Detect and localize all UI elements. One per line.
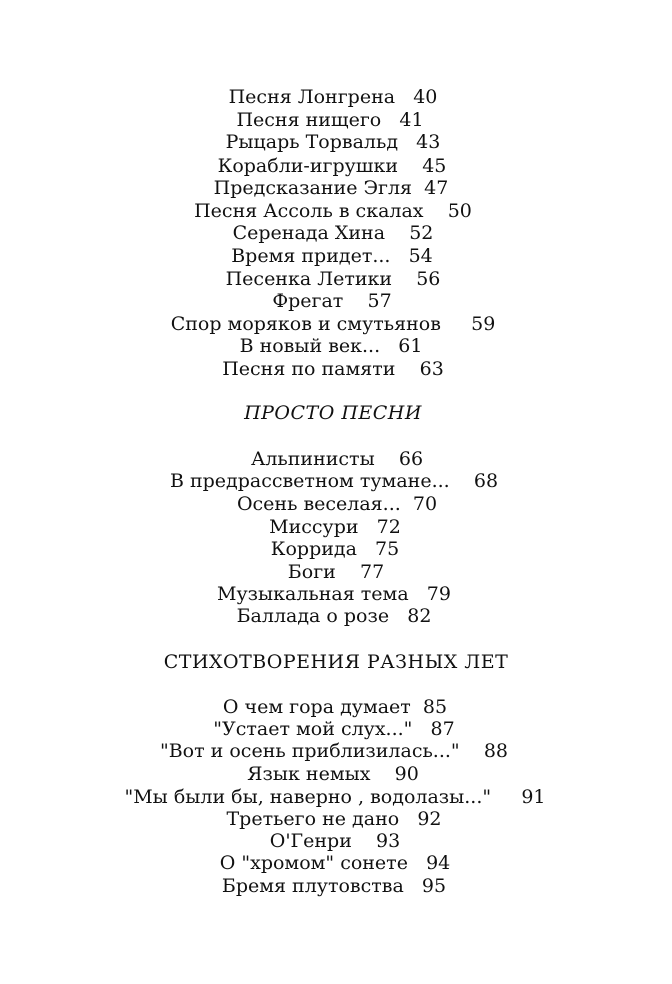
toc-entry-title: "Устает мой слух..." [213,718,413,740]
toc-entry-title: "Мы были бы, наверно , водолазы..." [124,786,492,808]
toc-entry-page: 61 [398,335,423,357]
toc-entry [213,718,454,740]
toc-entry-page: 50 [447,200,472,222]
toc-entry-page: 91 [521,786,546,808]
toc-entry-page: 40 [413,86,438,108]
toc-entry-title: О "хромом" сонете [219,852,408,874]
toc-entry-page: 41 [399,109,424,131]
toc-entry-page: 93 [376,830,401,852]
toc-entry [237,605,432,627]
toc-entry [171,313,496,335]
toc-entry-title: Рыцарь Торвальд [225,131,399,153]
toc-entry-page: 72 [376,516,401,538]
toc-entry [236,109,423,131]
toc-entry [288,561,384,583]
toc-entry [233,222,434,244]
toc-entry-page: 56 [416,268,441,290]
toc-entry-title: Третьего не дано [226,808,400,830]
toc-entry-title: Серенада Хина [232,222,386,244]
section-heading: ПРОСТО ПЕСНИ [244,402,422,424]
toc-entry [218,155,447,177]
toc-entry [226,808,441,830]
toc-entry [226,131,441,153]
toc-entry-page: 79 [426,583,451,605]
toc-entry-title: Песня нищего [236,109,382,131]
toc-entry-title: Песня Ассоль в скалах [194,200,424,222]
toc-entry [269,516,401,538]
toc-entry-title: Бремя плутовства [221,875,404,897]
toc-entry [124,786,545,808]
toc-entry-page: 43 [416,131,441,153]
toc-entry [251,448,423,470]
toc-entry [226,268,441,290]
toc-entry-title: Песня по памяти [222,358,396,380]
toc-entry-page: 88 [483,740,509,762]
toc-entry-title: Язык немых [247,763,371,785]
toc-entry-title: В предрассветном тумане... [169,470,450,492]
toc-entry [217,583,451,605]
toc-entry-page: 85 [422,696,448,718]
section-heading: СТИХОТВОРЕНИЯ РАЗНЫХ ЛЕТ [163,651,509,673]
toc-entry-page: 87 [430,718,455,740]
toc-entry [229,86,438,108]
toc-entry-title: Корабли-игрушки [217,155,399,177]
toc-entry [270,830,400,852]
toc-entry-title: Фрегат [272,290,344,312]
toc-entry [237,493,437,515]
toc-entry-page: 75 [375,538,400,560]
toc-entry-title: В новый век... [239,335,381,357]
toc-entry-page: 57 [367,290,392,312]
toc-entry-page: 66 [398,448,424,470]
toc-entry-title: Песенка Летики [225,268,393,290]
toc-entry-page: 52 [409,222,434,244]
toc-entry-title: Время придет... [231,245,391,267]
toc-entry-page: 59 [471,313,496,335]
toc-entry-page: 94 [426,852,451,874]
toc-entry [160,740,508,762]
toc-entry-title: О чем гора думает [222,696,411,718]
toc-entry-title: Предсказание Эгля [213,177,413,199]
toc-entry [214,177,449,199]
toc-entry-page: 90 [394,763,419,785]
toc-entry-page: 45 [422,155,447,177]
toc-entry-page: 47 [424,177,449,199]
toc-entry-title: Музыкальная тема [217,583,409,605]
toc-entry-page: 68 [473,470,499,492]
toc-entry [194,200,472,222]
toc-entry-title: Коррида [270,538,357,560]
toc-entry-page: 70 [412,493,438,515]
toc-entry [220,852,451,874]
toc-entry-title: Альпинисты [250,448,375,470]
toc-entry-title: Осень веселая... [236,493,401,515]
toc-entry-title: О'Генри [269,830,352,852]
toc-entry [222,875,446,897]
toc-entry [247,763,419,785]
toc-entry-title: Баллада о розе [236,605,390,627]
toc-entry-page: 92 [417,808,442,830]
toc-entry-title: "Вот и осень приблизилась..." [159,740,460,762]
toc-entry-title: Песня Лонгрена [228,86,396,108]
toc-entry [222,358,444,380]
toc-entry-page: 54 [408,245,433,267]
toc-entry-page: 82 [407,605,432,627]
toc-entry [170,470,498,492]
toc-entry [223,696,447,718]
toc-entry-title: Боги [287,561,336,583]
toc-entry [240,335,423,357]
toc-entry-title: Спор моряков и смутьянов [170,313,441,335]
toc-entry-page: 63 [419,358,444,380]
toc-entry-page: 77 [360,561,385,583]
toc-entry-title: Миссури [269,516,359,538]
toc-entry [272,290,391,312]
toc-entry [271,538,399,560]
toc-entry [231,245,433,267]
toc-entry-page: 95 [421,875,447,897]
